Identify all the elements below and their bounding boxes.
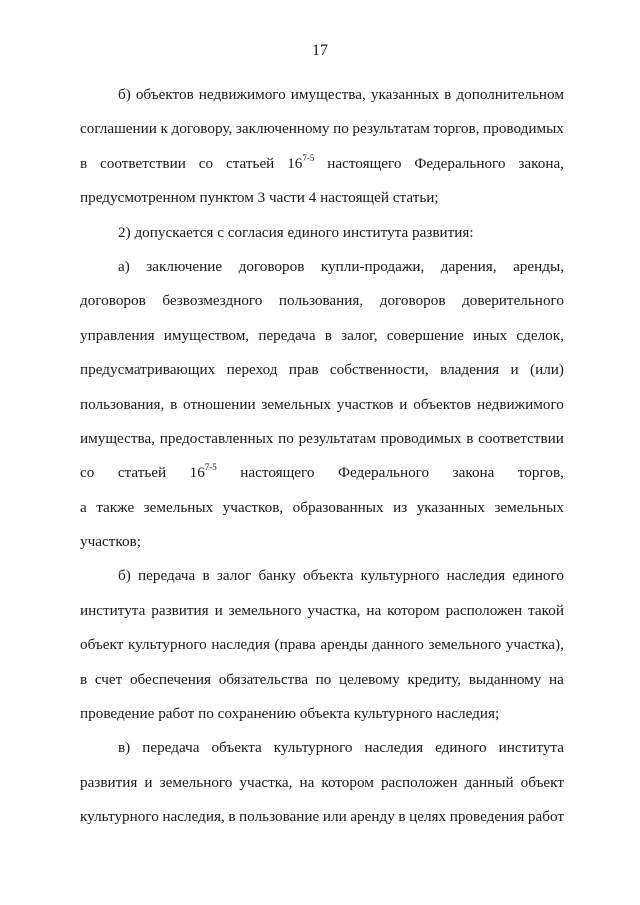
line-text: 2) допускается с согласия единого института развития: <box>118 223 474 241</box>
word: участка, <box>307 601 361 619</box>
word: земельного <box>428 636 502 654</box>
word: на <box>366 601 382 619</box>
word: а <box>80 498 87 516</box>
word: в <box>444 86 452 103</box>
text-line <box>80 353 564 387</box>
text-line <box>80 422 564 456</box>
word: проводимых <box>380 429 462 447</box>
word: а) <box>118 257 130 275</box>
text-line <box>80 319 564 353</box>
word: объектов <box>135 86 194 103</box>
word: договоров <box>379 292 446 310</box>
line-text: участков; <box>80 533 141 551</box>
word: совершение <box>386 326 464 344</box>
word: аренду <box>350 808 395 826</box>
word: участков, <box>222 498 284 516</box>
word: обеспечения <box>129 670 212 688</box>
word: управления <box>80 326 155 344</box>
word: работ <box>527 808 564 826</box>
word: также <box>96 498 135 516</box>
word: из <box>393 498 408 516</box>
word: на <box>549 670 564 688</box>
word: наследия <box>446 567 506 585</box>
word: аренды <box>320 636 368 654</box>
word: в <box>466 429 474 447</box>
word: по <box>333 120 349 138</box>
word: развития <box>151 601 209 619</box>
text-line <box>80 697 564 731</box>
word: отношении <box>183 395 256 413</box>
text-line <box>80 388 564 422</box>
word: проведения <box>449 808 525 826</box>
word: и <box>399 395 408 413</box>
word: (или) <box>530 361 564 379</box>
word: объектов <box>413 395 472 413</box>
word: института <box>80 601 146 619</box>
text-line <box>80 491 564 525</box>
word: результатам <box>298 429 376 447</box>
word: со <box>198 154 214 172</box>
text-line <box>80 216 564 250</box>
word: (права <box>274 636 316 654</box>
word: Федерального <box>337 464 430 482</box>
word: наследия <box>211 636 270 654</box>
text-line <box>80 78 564 112</box>
word: в <box>80 154 88 172</box>
word: на <box>299 773 315 791</box>
word: договоров <box>80 292 146 310</box>
word: залог <box>216 567 252 585</box>
word: единого <box>512 567 564 585</box>
word: 16$^{7-5}$ <box>287 152 315 172</box>
word: иных <box>473 326 508 344</box>
word: и <box>510 361 519 379</box>
page-number: 17 <box>312 42 328 59</box>
word: Федерального <box>414 154 506 172</box>
text-line <box>80 112 564 146</box>
word: данный <box>464 773 514 791</box>
word: культурного <box>127 636 207 654</box>
word: образованных <box>292 498 384 516</box>
word: недвижимого <box>476 395 564 413</box>
word: пользования, <box>80 395 165 413</box>
word: по <box>315 670 332 688</box>
word: кредиту, <box>407 670 462 688</box>
text-line <box>80 800 564 834</box>
word: торгов, <box>517 464 564 482</box>
text-line <box>80 559 564 593</box>
word: переход <box>226 361 278 379</box>
word: котором <box>321 773 374 791</box>
word: статьей <box>117 464 167 482</box>
word: объекта <box>211 739 262 757</box>
word: объекта <box>303 567 354 585</box>
word: дарения, <box>440 257 497 275</box>
word: по <box>278 429 294 447</box>
word: в <box>170 395 178 413</box>
word: развития <box>80 773 138 791</box>
word: настоящего <box>327 154 402 172</box>
word: выданному <box>468 670 542 688</box>
word: объект <box>520 773 564 791</box>
word: предусматривающих <box>80 361 216 379</box>
word: пользование <box>239 808 320 826</box>
word: указанных <box>370 86 440 103</box>
text-line <box>80 525 564 559</box>
word: участков <box>336 395 394 413</box>
word: доверительного <box>462 292 564 310</box>
word: безвозмездного <box>162 292 263 310</box>
word: собственности, <box>329 361 429 379</box>
word: статьей <box>225 154 275 172</box>
word: культурного <box>80 808 159 826</box>
word: в <box>80 670 88 688</box>
word: земельного <box>159 773 233 791</box>
text-line <box>80 766 564 800</box>
word: наследия <box>364 739 424 757</box>
word: договоров <box>238 257 305 275</box>
line-text: проведение работ по сохранению объекта культурного наследия; <box>80 705 500 723</box>
word: заключенному <box>235 120 330 138</box>
word: купли-продажи, <box>320 257 425 275</box>
word: указанных <box>416 498 485 516</box>
word: передача <box>138 567 196 585</box>
word: соответствии <box>478 429 564 447</box>
word: аренды, <box>513 257 564 275</box>
word: залог, <box>341 326 378 344</box>
word: прав <box>288 361 319 379</box>
word: к <box>160 120 168 138</box>
word: предоставленных <box>159 429 274 447</box>
word: недвижимого <box>198 86 286 103</box>
word: данного <box>372 636 424 654</box>
word: котором <box>387 601 440 619</box>
word: расположен <box>445 601 523 619</box>
word: обязательства <box>218 670 308 688</box>
word: земельных <box>261 395 331 413</box>
text-line <box>80 284 564 318</box>
word: и <box>144 773 153 791</box>
word: земельного <box>228 601 302 619</box>
word: в) <box>118 739 131 757</box>
word: культурного <box>273 739 353 757</box>
word: передача <box>258 326 316 344</box>
word: владения <box>440 361 500 379</box>
word: банку <box>258 567 296 585</box>
word: передача <box>142 739 200 757</box>
word: имущества, <box>80 429 156 447</box>
text-line <box>80 594 564 628</box>
word: земельных <box>143 498 214 516</box>
text-line <box>80 628 564 662</box>
word: участка), <box>505 636 564 654</box>
word: б) <box>118 567 131 585</box>
word: проводимых <box>483 120 564 138</box>
word: или <box>322 808 347 826</box>
word: земельных <box>494 498 564 516</box>
text-line <box>80 731 564 765</box>
word: наследия, <box>162 808 225 826</box>
word: института <box>498 739 564 757</box>
word: результатам <box>352 120 430 138</box>
word: такой <box>528 601 564 619</box>
text-line <box>80 147 564 181</box>
word: закона, <box>518 154 564 172</box>
word: объект <box>80 636 124 654</box>
word: участка, <box>239 773 293 791</box>
text-line <box>80 456 564 490</box>
word: и <box>214 601 223 619</box>
word: имуществом, <box>163 326 250 344</box>
word: расположен <box>380 773 458 791</box>
text-line <box>80 250 564 284</box>
word: в <box>228 808 236 826</box>
word: единого <box>435 739 487 757</box>
word: целях <box>409 808 447 826</box>
word: счет <box>94 670 123 688</box>
word: в <box>324 326 332 344</box>
word: сделок, <box>516 326 564 344</box>
word: 16$^{7-5}$ <box>189 462 217 482</box>
word: соответствии <box>100 154 186 172</box>
word: дополнительном <box>456 86 564 103</box>
word: со <box>80 464 95 482</box>
word: целевому <box>338 670 400 688</box>
word: договору, <box>171 120 233 138</box>
word: в <box>398 808 406 826</box>
word: настоящего <box>240 464 315 482</box>
word: соглашении <box>80 120 157 138</box>
text-line <box>80 663 564 697</box>
word: закона <box>452 464 495 482</box>
word: заключение <box>146 257 223 275</box>
word: б) <box>118 86 131 103</box>
word: имущества, <box>290 86 366 103</box>
body-text <box>80 78 564 835</box>
line-text: предусмотренном пунктом 3 части 4 настоящей статьи; <box>80 189 439 207</box>
word: пользования, <box>278 292 364 310</box>
word: торгов, <box>433 120 480 138</box>
word: в <box>202 567 210 585</box>
text-line <box>80 181 564 215</box>
word: культурного <box>360 567 440 585</box>
